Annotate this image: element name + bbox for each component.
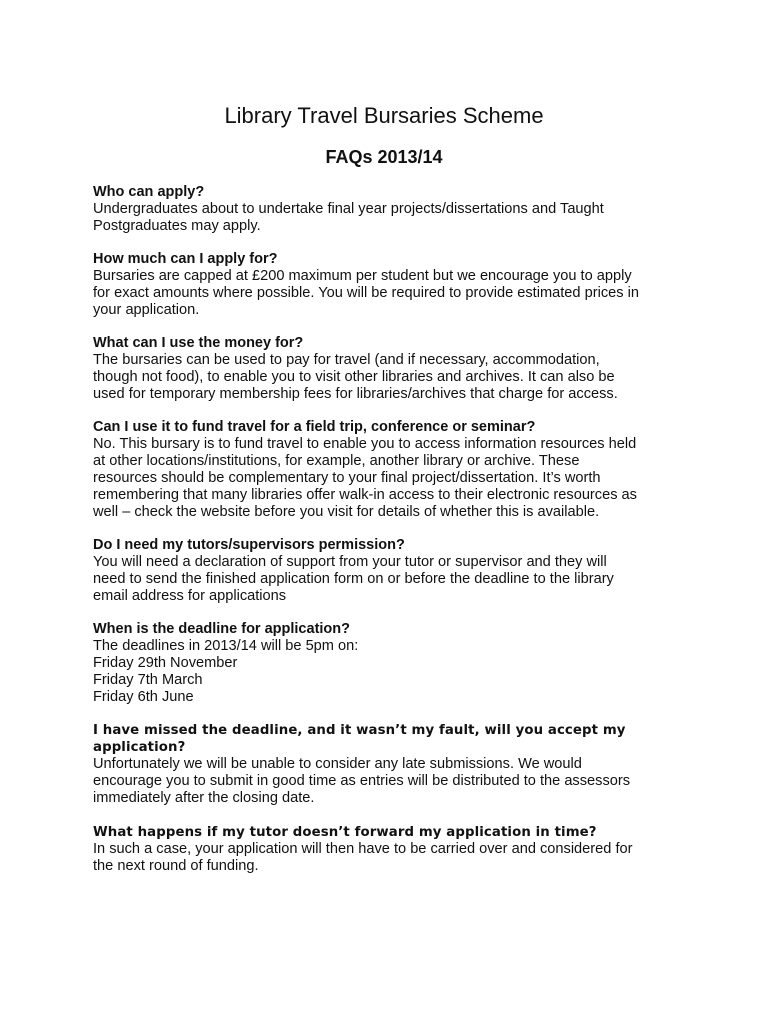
faq-question: What can I use the money for? <box>93 335 304 351</box>
faq-question: When is the deadline for application? <box>93 621 350 637</box>
faq-item-how-much <box>93 251 693 319</box>
faq-question: I have missed the deadline, and it wasn’t my fault, will you accept my application? <box>93 723 626 755</box>
faq-item-missed-deadline <box>93 722 693 807</box>
faq-answer: No. This bursary is to fund travel to enable you to access information resources held at other locations/institutions, for example, another library or archive. These resources should be complementary to your final project/dissertation. It’s worth remembering that many libraries offer walk-in access to their electronic resources as well – check the website before you visit for details of whether this is available. <box>93 436 637 520</box>
faq-answer: You will need a declaration of support from your tutor or supervisor and they will need to send the finished application form on or before the deadline to the library email address for applications <box>93 554 614 604</box>
faq-item-money-use <box>93 335 693 403</box>
faq-answer: In such a case, your application will then have to be carried over and considered for the next round of funding. <box>93 841 633 874</box>
faq-answer: Unfortunately we will be unable to consider any late submissions. We would encourage you to submit in good time as entries will be distributed to the assessors immediately after the closing date. <box>93 756 631 806</box>
faq-item-tutor-forward <box>93 824 693 875</box>
faq-question: Can I use it to fund travel for a field trip, conference or seminar? <box>93 419 536 435</box>
faq-answer: Bursaries are capped at £200 maximum per student but we encourage you to apply for exact amounts where possible. You will be required to provide estimated prices in your application. <box>93 268 639 318</box>
faq-item-permission <box>93 537 693 605</box>
faq-item-deadline <box>93 621 693 706</box>
faq-question: What happens if my tutor doesn’t forward my application in time? <box>93 825 597 840</box>
faq-answer: The bursaries can be used to pay for travel (and if necessary, accommodation, though not food), to enable you to visit other libraries and archives. It can also be used for temporary membership fees for libraries/archives that charge for access. <box>93 352 618 402</box>
faq-list <box>93 184 693 891</box>
faq-answer: The deadlines in 2013/14 will be 5pm on: Friday 29th November Friday 7th March Friday 6th June <box>93 638 359 705</box>
document-subtitle: FAQs 2013/14 <box>325 147 443 167</box>
faq-answer: Undergraduates about to undertake final year projects/dissertations and Taught Postgraduates may apply. <box>93 201 604 234</box>
faq-item-who-can-apply <box>93 184 693 235</box>
faq-item-field-trip <box>93 419 693 521</box>
faq-question: How much can I apply for? <box>93 251 278 267</box>
faq-question: Who can apply? <box>93 184 205 200</box>
faq-question: Do I need my tutors/supervisors permission? <box>93 537 405 553</box>
document-title: Library Travel Bursaries Scheme <box>224 103 544 128</box>
